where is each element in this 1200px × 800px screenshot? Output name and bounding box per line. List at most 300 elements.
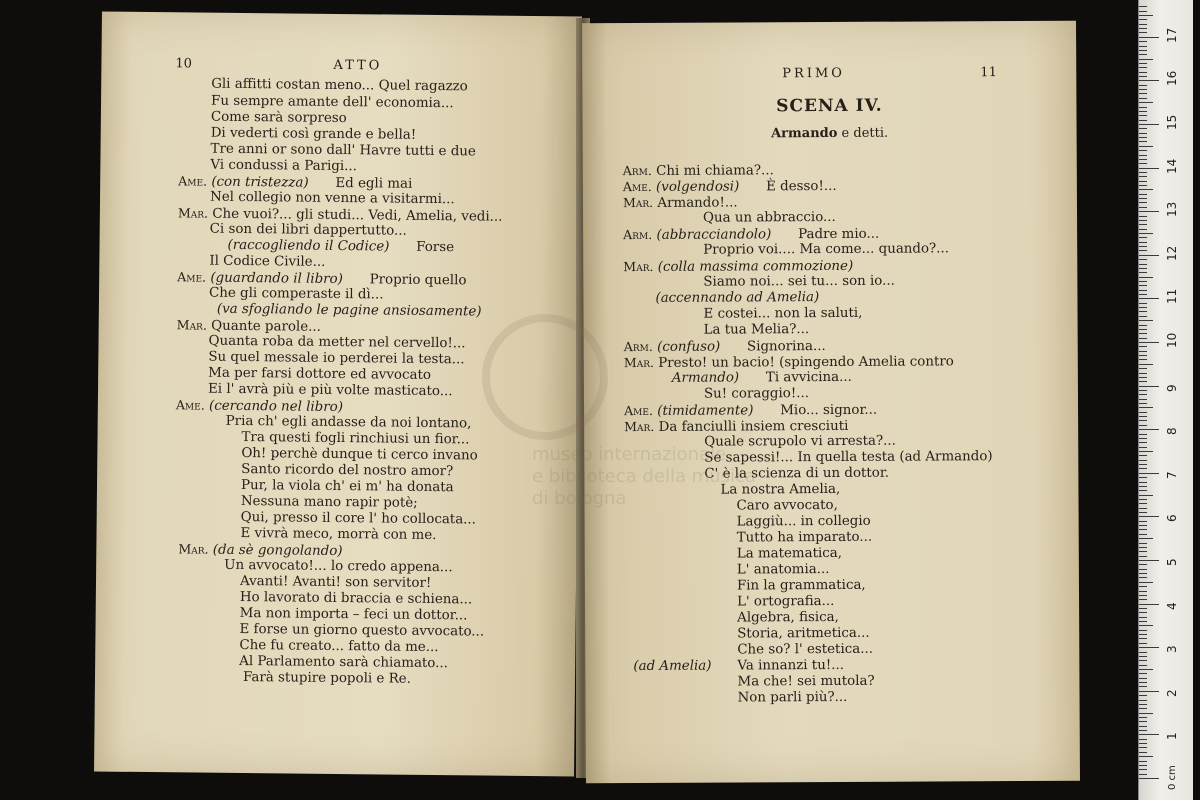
ruler-tick xyxy=(1139,250,1147,251)
ruler-tick xyxy=(1139,89,1147,90)
verse-text: Presto! un bacio! (spingendo Amelia contro xyxy=(658,354,954,371)
verse-text: Che vuoi?... gli studi... Vedi, Amelia, vedi... xyxy=(212,206,503,225)
ruler-tick xyxy=(1139,516,1159,517)
verse-text: Mio... signor... xyxy=(780,402,878,419)
verse-line xyxy=(737,642,873,659)
verse-text: E vivrà meco, morrà con me. xyxy=(240,525,437,544)
verse-line xyxy=(704,449,992,467)
verse-text: Da fanciulli insiem cresciuti xyxy=(658,418,849,435)
ruler-tick xyxy=(1139,682,1147,683)
ruler-tick xyxy=(1139,102,1153,103)
ruler-tick xyxy=(1139,756,1153,757)
ruler-tick xyxy=(1139,407,1153,408)
ruler-tick xyxy=(1139,264,1147,265)
verse-line xyxy=(241,494,418,512)
verse-text: Padre mio... xyxy=(798,226,880,243)
stage-direction: (da sè gongolando) xyxy=(212,542,343,560)
ruler-tick xyxy=(1139,281,1147,282)
ruler-tick xyxy=(1139,294,1147,295)
verse-line xyxy=(623,162,774,180)
ruler-tick xyxy=(1139,708,1147,709)
verse-line xyxy=(177,317,321,336)
ruler-tick xyxy=(1139,390,1147,391)
stage-direction: (ad Amelia) xyxy=(633,658,712,675)
ruler-tick xyxy=(1139,625,1153,626)
ruler-tick xyxy=(1139,678,1147,679)
verse-text: Algebra, fisica, xyxy=(737,609,839,626)
verse-text: La matematica, xyxy=(736,545,843,562)
ruler-tick xyxy=(1139,556,1147,557)
verse-text: Signorina... xyxy=(746,339,826,355)
ruler-tick xyxy=(1139,577,1147,578)
verse-text: Su quel messale io perderei la testa... xyxy=(208,349,465,368)
verse-text: Ed egli mai xyxy=(335,175,413,192)
ruler-tick xyxy=(1139,320,1153,321)
stage-direction: (va sfogliando le pagine ansiosamente) xyxy=(216,301,482,320)
ruler-tick xyxy=(1139,586,1147,587)
ruler-tick xyxy=(1139,700,1147,701)
ruler-tick xyxy=(1139,761,1147,762)
verse-line xyxy=(737,626,869,643)
ruler-tick xyxy=(1139,268,1147,269)
ruler-tick xyxy=(1139,486,1147,487)
ruler-tick xyxy=(1139,373,1147,374)
ruler-tick xyxy=(1139,224,1147,225)
ruler-tick xyxy=(1139,669,1153,670)
speaker-name: Mar. xyxy=(176,317,207,333)
verse-text: Un avvocato!... lo credo appena... xyxy=(224,557,453,576)
verse-line xyxy=(720,482,840,499)
ruler-tick xyxy=(1139,442,1147,443)
ruler-tick xyxy=(1139,420,1147,421)
ruler-tick xyxy=(1139,468,1147,469)
ruler-tick xyxy=(1139,24,1147,25)
ruler-tick xyxy=(1139,303,1147,304)
ruler-tick xyxy=(1139,455,1147,456)
verse-line xyxy=(633,658,738,675)
ruler-tick xyxy=(1139,342,1159,343)
verse-line xyxy=(209,254,325,271)
stage-direction: (volgendosi) xyxy=(655,179,740,195)
ruler-number: 14 xyxy=(1165,158,1179,174)
stage-direction: (confuso) xyxy=(657,339,721,355)
ruler-tick xyxy=(1139,150,1147,151)
ruler-tick xyxy=(1139,32,1147,33)
ruler-tick xyxy=(1139,41,1147,42)
ruler-tick xyxy=(1139,599,1147,600)
verse-line xyxy=(240,574,431,592)
ruler-tick xyxy=(1139,521,1147,522)
stage-direction: (colla massima commozione) xyxy=(657,258,854,275)
verse-text: Pur, la viola ch' ei m' ha donata xyxy=(240,477,454,496)
ruler-tick xyxy=(1139,704,1147,705)
verse-text: E costei... non la saluti, xyxy=(703,305,863,322)
ruler-tick xyxy=(1139,673,1147,674)
verse-line xyxy=(737,530,872,547)
verse-text: Quanta roba da metter nel cervello!... xyxy=(208,333,466,352)
scene-character-rest: e detti. xyxy=(841,125,889,141)
verse-line xyxy=(737,658,844,675)
ruler-tick xyxy=(1139,246,1147,247)
ruler-tick xyxy=(1139,133,1147,134)
ruler-tick xyxy=(1139,726,1147,727)
ruler-tick xyxy=(1139,63,1147,64)
left-page xyxy=(94,12,582,777)
verse-text: Gli affitti costan meno... Quel ragazzo xyxy=(211,76,468,95)
ruler-tick xyxy=(1139,381,1147,382)
measuring-ruler xyxy=(1138,0,1193,800)
speaker-name: Mar. xyxy=(623,354,655,371)
ruler-tick xyxy=(1139,76,1147,77)
ruler-tick xyxy=(1139,207,1147,208)
stage-direction: Armando) xyxy=(671,370,740,386)
verse-line xyxy=(737,674,874,691)
ruler-tick xyxy=(1139,534,1147,535)
ruler-tick xyxy=(1139,80,1159,81)
verse-text: C' è la scienza di un dottor. xyxy=(704,465,890,482)
ruler-tick xyxy=(1139,229,1147,230)
verse-text: Oh! perchè dunque ti cerco invano xyxy=(241,445,478,464)
ruler-tick xyxy=(1139,774,1147,775)
ruler-tick xyxy=(1139,377,1147,378)
speaker-name: Mar. xyxy=(624,418,655,435)
verse-text: Storia, aritmetica... xyxy=(737,625,870,642)
ruler-tick xyxy=(1139,569,1147,570)
verse-text: Pria ch' egli andasse da noi lontano, xyxy=(225,413,472,432)
verse-text: Nessuna mano rapir potè; xyxy=(240,493,418,511)
ruler-tick xyxy=(1139,612,1147,613)
verse-line xyxy=(704,322,810,339)
verse-text: Quale scrupolo vi arresta?... xyxy=(704,433,896,450)
stage-direction: (abbracciandolo) xyxy=(656,227,772,243)
open-booklet xyxy=(92,14,1086,780)
ruler-number: 6 xyxy=(1165,514,1179,523)
ruler-tick xyxy=(1139,329,1147,330)
ruler-tick xyxy=(1139,394,1147,395)
verse-text: Proprio quello xyxy=(369,272,467,289)
verse-line xyxy=(655,290,846,307)
verse-line xyxy=(704,466,889,483)
ruler-number: 2 xyxy=(1165,689,1179,697)
verse-text: Ho lavorato di braccia e schiena... xyxy=(239,589,473,608)
verse-text: Fu sempre amante dell' economia... xyxy=(210,93,454,112)
speaker-name: Mar. xyxy=(177,205,209,221)
ruler-tick xyxy=(1139,111,1147,112)
ruler-tick xyxy=(1139,115,1147,116)
ruler-tick xyxy=(1139,665,1147,666)
ruler-number: 3 xyxy=(1165,645,1179,654)
ruler-tick xyxy=(1139,364,1153,365)
verse-text: La tua Melia?... xyxy=(703,322,810,338)
ruler-tick xyxy=(1139,473,1159,474)
ruler-number: 8 xyxy=(1165,427,1179,436)
ruler-tick xyxy=(1139,194,1147,195)
stage-direction: (cercando nel libro) xyxy=(208,398,344,416)
ruler-tick xyxy=(1139,137,1147,138)
ruler-tick xyxy=(1139,765,1147,766)
ruler-tick xyxy=(1139,93,1147,94)
verse-text: Che so? l' estetica... xyxy=(737,641,874,658)
ruler-tick xyxy=(1139,37,1159,38)
ruler-tick xyxy=(1139,547,1147,548)
ruler-tick xyxy=(1139,159,1147,160)
ruler-tick xyxy=(1139,272,1147,273)
ruler-tick xyxy=(1139,434,1147,435)
ruler-number: 5 xyxy=(1165,558,1179,566)
speaker-name: Ame. xyxy=(177,269,207,285)
ruler-tick xyxy=(1139,107,1147,108)
ruler-tick xyxy=(1139,503,1147,504)
ruler-tick xyxy=(1139,403,1147,404)
ruler-tick xyxy=(1139,560,1159,561)
ruler-tick xyxy=(1139,325,1147,326)
verse-line xyxy=(704,386,809,403)
ruler-tick xyxy=(1139,172,1147,173)
verse-text: Santo ricordo del nostro amor? xyxy=(241,461,454,480)
verse-text: Che fu creato... fatto da me... xyxy=(239,637,439,656)
ruler-tick xyxy=(1139,512,1147,513)
ruler-tick xyxy=(1139,59,1153,60)
ruler-tick xyxy=(1139,346,1147,347)
stage-direction: (con tristezza) xyxy=(211,174,309,191)
running-head: ATTO xyxy=(333,57,383,74)
ruler-number: 17 xyxy=(1165,27,1179,43)
ruler-tick xyxy=(1139,525,1147,526)
ruler-tick xyxy=(1139,50,1147,51)
speaker-name: Arm. xyxy=(623,226,653,243)
ruler-tick xyxy=(1139,124,1159,125)
ruler-tick xyxy=(1139,351,1147,352)
speaker-name: Ame. xyxy=(624,402,653,419)
ruler-tick xyxy=(1139,691,1159,692)
ruler-tick xyxy=(1139,412,1147,413)
speaker-name: Ame. xyxy=(175,397,205,413)
ruler-tick xyxy=(1139,778,1159,779)
ruler-tick xyxy=(1139,176,1147,177)
ruler-tick xyxy=(1139,769,1147,770)
ruler-tick xyxy=(1139,338,1147,339)
ruler-tick xyxy=(1139,717,1147,718)
verse-text: Avanti! Avanti! son servitor! xyxy=(239,573,432,591)
ruler-tick xyxy=(1139,11,1147,12)
ruler-tick xyxy=(1139,508,1147,509)
verse-line xyxy=(211,110,347,127)
ruler-tick xyxy=(1139,290,1147,291)
verse-line xyxy=(737,594,834,611)
ruler-tick xyxy=(1139,543,1147,544)
ruler-tick xyxy=(1139,438,1147,439)
ruler-number: 15 xyxy=(1165,114,1179,130)
verse-text: Come sarà sorpreso xyxy=(210,109,347,127)
ruler-tick xyxy=(1139,656,1147,657)
ruler-tick xyxy=(1139,216,1147,217)
verse-text: L' anatomia... xyxy=(736,562,830,578)
ruler-tick xyxy=(1139,591,1147,592)
verse-text: Che gli comperaste il dì... xyxy=(208,285,384,303)
ruler-tick xyxy=(1139,333,1147,334)
ruler-number: 12 xyxy=(1165,245,1179,261)
ruler-tick xyxy=(1139,185,1147,186)
verse-line xyxy=(623,194,738,212)
verse-text: Va innanzi tu!... xyxy=(737,657,844,674)
ruler-tick xyxy=(1139,307,1147,308)
verse-text: L' ortografia... xyxy=(737,593,835,610)
ruler-tick xyxy=(1139,368,1147,369)
ruler-tick xyxy=(1139,15,1153,16)
verse-text: E forse un giorno questo avvocato... xyxy=(239,621,485,640)
ruler-tick xyxy=(1139,595,1147,596)
verse-text: Ma che! sei mutola? xyxy=(737,673,875,690)
verse-line xyxy=(672,370,852,387)
verse-text: Qui, presso il core l' ho collocata... xyxy=(240,509,477,528)
verse-text: Ei l' avrà più e più volte masticato... xyxy=(207,381,453,400)
page-number: 11 xyxy=(980,65,997,81)
speaker-name: Mar. xyxy=(622,194,654,211)
ruler-number: 13 xyxy=(1165,201,1179,218)
ruler-tick xyxy=(1139,582,1153,583)
verse-text: Proprio voi.... Ma come... quando?... xyxy=(703,241,950,258)
ruler-tick xyxy=(1139,634,1147,635)
ruler-tick xyxy=(1139,551,1147,552)
verse-text: Forse xyxy=(416,239,455,256)
ruler-number: 9 xyxy=(1165,383,1179,392)
ruler-tick xyxy=(1139,120,1147,121)
scene-character-name: Armando xyxy=(771,125,838,142)
ruler-tick xyxy=(1139,734,1159,735)
ruler-tick xyxy=(1139,211,1159,212)
ruler-tick xyxy=(1139,316,1147,317)
verse-text: Ma non importa – feci un dottor... xyxy=(239,605,468,624)
stage-direction: (guardando il libro) xyxy=(210,270,343,288)
ruler-tick xyxy=(1139,298,1159,299)
verse-line xyxy=(737,562,830,578)
ruler-tick xyxy=(1139,202,1147,203)
ruler-tick xyxy=(1139,499,1147,500)
verse-line xyxy=(738,690,848,707)
verse-line xyxy=(737,546,842,563)
ruler-tick xyxy=(1139,630,1147,631)
ruler-tick xyxy=(1139,482,1147,483)
ruler-number: 4 xyxy=(1165,601,1179,610)
ruler-tick xyxy=(1139,277,1153,278)
verse-text: Su! coraggio!... xyxy=(703,386,810,402)
verse-line xyxy=(209,286,384,304)
ruler-tick xyxy=(1139,747,1147,748)
ruler-tick xyxy=(1139,713,1153,714)
ruler-tick xyxy=(1139,529,1147,530)
ruler-tick xyxy=(1139,447,1147,448)
ruler-tick xyxy=(1139,237,1147,238)
verse-text: Caro avvocato, xyxy=(736,497,838,514)
ruler-tick xyxy=(1139,495,1153,496)
verse-text: Di vederti così grande e bella! xyxy=(210,125,417,143)
verse-line xyxy=(703,210,836,227)
ruler-tick xyxy=(1139,168,1159,169)
ruler-tick xyxy=(1139,285,1147,286)
ruler-tick xyxy=(1139,85,1147,86)
verse-text: Qua un abbraccio... xyxy=(702,209,836,226)
ruler-tick xyxy=(1139,386,1159,387)
ruler-tick xyxy=(1139,604,1159,605)
speaker-name: Mar. xyxy=(178,541,209,557)
ruler-tick xyxy=(1139,67,1147,68)
verse-text: Se sapessi!... In quella testa (ad Armando) xyxy=(704,449,993,466)
ruler-tick xyxy=(1139,464,1147,465)
speaker-name: Ame. xyxy=(178,173,208,189)
verse-line xyxy=(211,77,468,96)
ruler-tick xyxy=(1139,477,1147,478)
speaker-name: Ame. xyxy=(622,178,652,195)
ruler-tick xyxy=(1139,198,1147,199)
ruler-tick xyxy=(1139,638,1147,639)
verse-line xyxy=(703,274,895,291)
ruler-tick xyxy=(1139,311,1147,312)
ruler-tick xyxy=(1139,98,1147,99)
ruler-tick xyxy=(1139,416,1147,417)
verse-text: Nel collegio non venne a visitarmi... xyxy=(209,189,455,208)
verse-text: Tutto ha imparato... xyxy=(736,529,873,546)
ruler-tick xyxy=(1139,146,1153,147)
ruler-tick xyxy=(1139,242,1147,243)
verse-text: Quante parole... xyxy=(211,318,322,335)
verse-line xyxy=(737,578,866,595)
ruler-tick xyxy=(1139,429,1159,430)
ruler-tick xyxy=(1139,425,1147,426)
ruler-tick xyxy=(1139,19,1147,20)
speaker-name: Mar. xyxy=(623,258,654,275)
right-page xyxy=(582,21,1080,784)
ruler-tick xyxy=(1139,695,1147,696)
ruler-tick xyxy=(1139,28,1147,29)
ruler-tick xyxy=(1139,255,1159,256)
ruler-unit-label: 0 cm xyxy=(1167,765,1178,790)
verse-line xyxy=(737,498,838,515)
ruler-tick xyxy=(1139,660,1147,661)
verse-text: Armando!... xyxy=(657,195,738,211)
ruler-tick xyxy=(1139,355,1147,356)
ruler-tick xyxy=(1139,46,1147,47)
verse-text: Vi condussi a Parigi... xyxy=(210,157,358,175)
verse-line xyxy=(737,610,839,627)
verse-line xyxy=(703,241,949,258)
ruler-tick xyxy=(1139,743,1147,744)
ruler-tick xyxy=(1139,752,1147,753)
ruler-number: 16 xyxy=(1165,71,1179,87)
ruler-number: 11 xyxy=(1165,289,1179,305)
ruler-number: 1 xyxy=(1165,732,1179,741)
ruler-tick xyxy=(1139,573,1147,574)
verse-text: È desso!... xyxy=(766,178,837,195)
verse-line xyxy=(737,514,871,531)
verse-line xyxy=(704,434,896,451)
verse-text: Il Codice Civile... xyxy=(209,253,326,270)
scene-title: SCENA IV. xyxy=(776,95,883,117)
verse-text: Siamo noi... sei tu... son io... xyxy=(703,273,895,290)
ruler-tick xyxy=(1139,233,1153,234)
ruler-tick xyxy=(1139,155,1147,156)
speaker-name: Arm. xyxy=(622,162,652,179)
verse-line xyxy=(210,158,357,176)
verse-text: Laggiù... in collegio xyxy=(736,513,871,530)
verse-text: Al Parlamento sarà chiamato... xyxy=(239,653,449,672)
ruler-tick xyxy=(1139,730,1147,731)
ruler-tick xyxy=(1139,686,1147,687)
verse-line xyxy=(703,306,862,323)
verse-text: Ti avvicina... xyxy=(765,369,852,386)
ruler-tick xyxy=(1139,141,1147,142)
ruler-tick xyxy=(1139,54,1147,55)
verse-text: Chi mi chiama?... xyxy=(656,163,774,179)
